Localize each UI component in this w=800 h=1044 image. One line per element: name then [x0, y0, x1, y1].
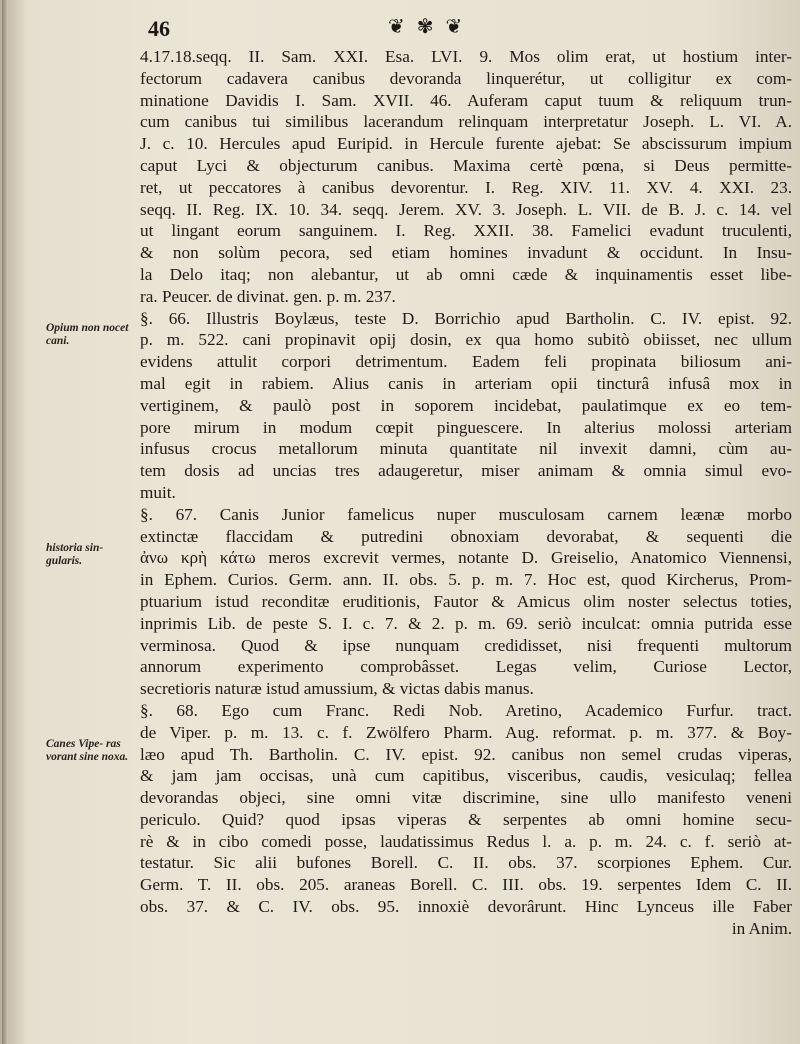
text-line: testatur. Sic alii bufones Borell. C. II. obs. 37. scorpiones Ephem. Cur. — [140, 853, 792, 873]
text-line: ret, ut peccatores à canibus devorentur. I. Reg. XIV. 11. XV. 4. XXI. 23. — [140, 177, 792, 197]
text-line: §. 68. Ego cum Franc. Redi Nob. Aretino, Academico Furfur. tract. — [140, 700, 792, 720]
text-line: fectorum cadavera canibus devoranda linquerétur, ut colligitur ex com- — [140, 68, 792, 88]
header-ornament — [388, 14, 462, 39]
text-line: ἀνω κρὴ κάτω meros excrevit vermes, notante D. Greiselio, Anatomico Viennensi, — [140, 548, 792, 568]
text-line: vertiginem, & paulò post in soporem incidebat, paulatimque ex eo tem- — [140, 395, 792, 415]
text-line: inprimis Lib. de peste S. I. c. 7. & 2. p. m. 69. seriò inculcat: omnia putrida esse — [140, 613, 792, 633]
text-line: infusus crocus metallorum minuta quantitate nil invexit damni, cùm au- — [140, 439, 792, 459]
text-line: ptuarium istud reconditæ eruditionis, Fautor & Amicus olim noster selectus toties, — [140, 591, 792, 611]
text-line: ut lingant eorum sanguinem. I. Reg. XXII. 38. Famelici evadunt truculenti, — [140, 221, 792, 241]
text-line: periculo. Quid? quod ipsas viperas & serpentes ab omni homine secu- — [140, 809, 792, 829]
page-header — [138, 8, 778, 42]
text-line: tem dosis ad uncias tres adaugeretur, miser animam & omnia simul evo- — [140, 461, 792, 481]
text-line: minatione Davidis I. Sam. XVII. 46. Auferam caput tuum & reliquum trun- — [140, 90, 792, 110]
margin-note-canes: Canes Vipe- ras vorant sine noxa. — [46, 738, 129, 763]
flower-ornament-icon: ✾ — [416, 16, 434, 38]
text-line: de Viper. p. m. 13. c. f. Zwölfero Pharm. Aug. reformat. p. m. 377. & Boy- — [140, 722, 792, 742]
text-line: extinctæ flaccidam & putredini obnoxiam devorabat, & sequenti die — [140, 526, 792, 546]
text-line: 4.17.18.seqq. II. Sam. XXI. Esa. LVI. 9. Mos olim erat, ut hostium inter- — [140, 47, 792, 66]
margin-note-opium: Opium non nocet cani. — [46, 322, 129, 347]
text-line: obs. 37. & C. IV. obs. 95. innoxiè devorârunt. Hinc Lynceus ille Faber — [140, 897, 792, 917]
fleuron-icon: ❦ — [388, 16, 405, 38]
text-line: evidens attulit corpori detrimentum. Eadem feli propinata biliosum ani- — [140, 352, 792, 372]
text-line: caput Lyci & objecturum canibus. Maxima certè pœna, si Deus permitte- — [140, 155, 792, 175]
text-line: annorum experimento comprobâsset. Legas velim, Curiose Lector, — [140, 657, 792, 677]
text-line: p. m. 522. cani propinavit opij dosin, ex qua homo subitò obiisset, nec ullum — [140, 330, 792, 350]
text-line: ra. Peucer. de divinat. gen. p. m. 237. — [140, 286, 396, 306]
margin-note-historia: historia sin- gularis. — [46, 542, 104, 567]
text-line: læo apud Th. Bartholin. C. IV. epist. 92. canibus non semel crudas viperas, — [140, 744, 792, 764]
text-line: Germ. T. II. obs. 205. araneas Borell. C. III. obs. 19. serpentes Idem C. II. — [140, 875, 792, 895]
text-line: cum canibus tui similibus lacerandum relinquam interpretatur Joseph. L. VI. A. — [140, 112, 792, 132]
fleuron-icon: ❦ — [445, 16, 463, 38]
text-line: secretioris naturæ istud amussium, & victas dabis manus. — [140, 679, 534, 699]
text-line: devorandas objeci, sine omni vitæ discrimine, sine ullo manifesto veneni — [140, 788, 792, 808]
text-line: & non solùm pecora, sed etiam homines invadunt & occidunt. In Insu- — [140, 243, 792, 263]
page-number: 46 — [148, 16, 170, 41]
text-line: muit. — [140, 482, 176, 502]
catchword: in Anim. — [731, 918, 792, 938]
text-line: & jam jam occisas, unà cum capitibus, visceribus, caudis, vesiculaq; fellea — [140, 766, 792, 786]
binding-gutter — [2, 0, 8, 1044]
text-line: §. 67. Canis Junior famelicus nuper musculosam carnem leænæ morbo — [140, 504, 792, 524]
text-line: in Ephem. Curios. Germ. ann. II. obs. 5. p. m. 7. Hoc est, quod Kircherus, Prom- — [140, 570, 792, 590]
text-line: verminosa. Quod & ipse nunquam credidisset, nisi frequenti multorum — [140, 635, 792, 655]
text-line: rè & in cibo comedi posse, laudatissimus Redus l. a. p. m. 24. c. f. seriò at- — [140, 831, 792, 851]
text-line: pore mirum in modum cœpit pinguescere. In alterius molossi arteriam — [140, 417, 792, 437]
text-line: J. c. 10. Hercules apud Euripid. in Hercule furente ajebat: Se abscissurum impium — [140, 134, 792, 154]
text-line: seqq. II. Reg. IX. 10. 34. seqq. Jerem. XV. 3. Joseph. L. VII. de B. J. c. 14. vel — [140, 199, 792, 219]
body-text — [140, 46, 792, 940]
text-line: mal egit in rabiem. Alius canis in arteriam opii tincturâ infusâ mox in — [140, 373, 792, 393]
text-line: la Delo itaq; non alebantur, ut ab omni cæde & inquinamentis esset libe- — [140, 264, 792, 284]
text-line: §. 66. Illustris Boylæus, teste D. Borrichio apud Bartholin. C. IV. epist. 92. — [140, 308, 792, 328]
